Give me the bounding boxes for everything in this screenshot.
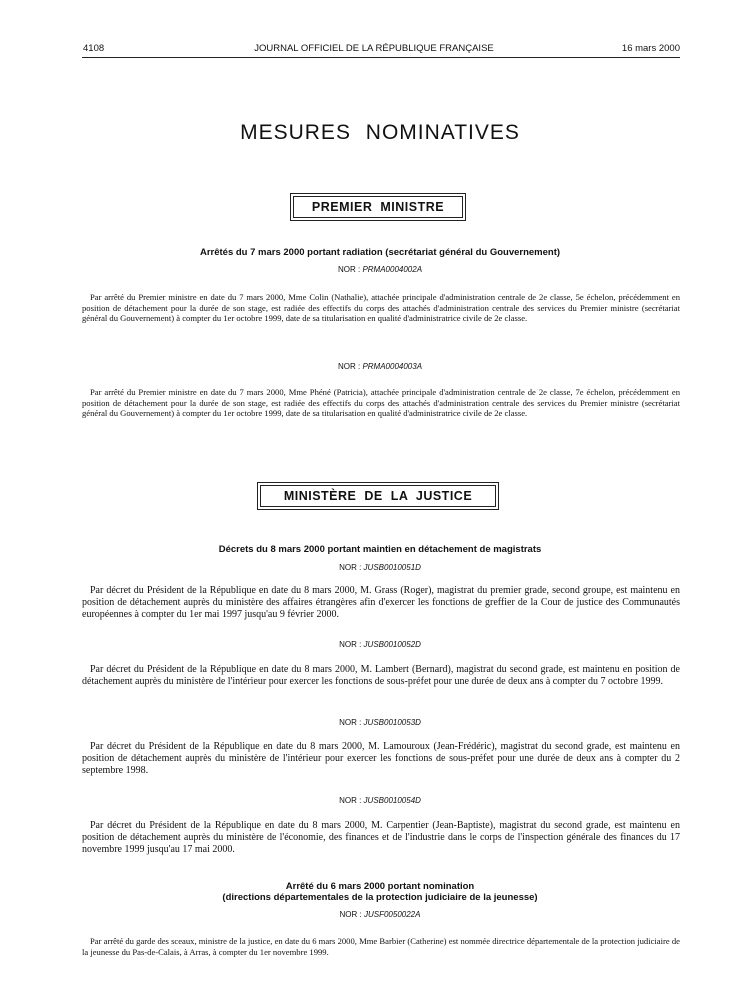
nor-reference: [0, 265, 748, 274]
nor-label: NOR :: [339, 563, 362, 572]
section-title-arretes-radiation: Arrêtés du 7 mars 2000 portant radiation (secrétariat général du Gouvernement): [199, 247, 561, 258]
header-rule: [82, 57, 680, 58]
section-title-decrets-detachement: Décrets du 8 mars 2000 portant maintien en détachement de magistrats: [218, 544, 542, 555]
nor-label: NOR :: [339, 640, 362, 649]
entry-paragraph: Par arrêté du Premier ministre en date du 7 mars 2000, Mme Colin (Nathalie), attachée principale d'administration centrale de 2e classe, 5e échelon, précédemment en position de détachement pour la durée de son stage, est radiée des effectifs du corps des attachés d'administration centrale des services du Premier ministre (secrétariat général du Gouvernement) à compter du 1er octobre 1999, date de sa titularisation en qualité d'administratrice civile de 2e classe.: [82, 292, 680, 323]
nor-reference: [0, 910, 748, 919]
section-heading-ministere-justice: MINISTÈRE DE LA JUSTICE: [260, 485, 496, 507]
nor-label: NOR :: [337, 362, 361, 371]
subsection-title-arrete-nomination: [0, 881, 748, 903]
nor-code: JUSB0010051D: [363, 563, 421, 572]
nor-code: JUSB0010052D: [363, 640, 421, 649]
entry-paragraph: Par décret du Président de la République en date du 8 mars 2000, M. Carpentier (Jean-Baptiste), magistrat du second grade, est maintenu en position de détachement auprès du ministère de l'économie, des finances et de l'industrie dans le corps de l'inspection générale des finances du 17 novembre 1999 jusqu'au 17 mai 2000.: [82, 820, 680, 855]
nor-reference: [0, 640, 748, 649]
nor-code: JUSF0050022A: [363, 910, 421, 919]
nor-reference: [0, 563, 748, 572]
nor-reference: [0, 718, 748, 727]
nor-label: NOR :: [339, 796, 362, 805]
nor-reference: [0, 796, 748, 805]
entry-paragraph: Par décret du Président de la République en date du 8 mars 2000, M. Grass (Roger), magistrat du premier grade, second groupe, est maintenu en position de détachement auprès du ministère des affaires étrangères afin d'exercer les fonctions de greffier de la Cour de justice des Communautés européennes à compter du 1er mai 1997 jusqu'au 9 février 2000.: [82, 585, 680, 620]
subsection-title-line1: Arrêté du 6 mars 2000 portant nomination: [285, 881, 475, 892]
journal-title: JOURNAL OFFICIEL DE LA RÉPUBLIQUE FRANÇAISE: [254, 43, 494, 54]
nor-label: NOR :: [337, 265, 361, 274]
entry-paragraph: Par décret du Président de la République en date du 8 mars 2000, M. Lamouroux (Jean-Frédéric), magistrat du second grade, est maintenu en position de détachement auprès du ministère de l'intérieur pour exercer les fonctions de sous-préfet pour une durée de deux ans à compter du 2 septembre 1998.: [82, 741, 680, 776]
running-header: [0, 43, 748, 57]
nor-code: JUSB0010054D: [363, 796, 421, 805]
page-title: MESURES NOMINATIVES: [240, 121, 520, 144]
entry-paragraph: Par décret du Président de la République en date du 8 mars 2000, M. Lambert (Bernard), magistrat du second grade, est maintenu en position de détachement auprès du ministère de l'intérieur pour exercer les fonctions de sous-préfet pour une durée de deux ans à compter du 7 octobre 1999.: [82, 664, 680, 687]
entry-paragraph: Par arrêté du Premier ministre en date du 7 mars 2000, Mme Phéné (Patricia), attachée principale d'administration centrale de 2e classe, 7e échelon, précédemment en position de détachement pour la durée de son stage, est radiée des effectifs du corps des attachés d'administration centrale des services du Premier ministre (secrétariat général du Gouvernement) à compter du 1er octobre 1999, date de sa titularisation en qualité d'administratrice civile de 2e classe.: [82, 387, 680, 418]
issue-date: 16 mars 2000: [621, 43, 680, 54]
nor-label: NOR :: [339, 718, 362, 727]
section-heading-premier-ministre: PREMIER MINISTRE: [293, 196, 463, 218]
nor-reference: [0, 362, 748, 371]
nor-label: NOR :: [339, 910, 362, 919]
nor-code: PRMA0004002A: [362, 265, 423, 274]
page-number: 4108: [83, 43, 105, 54]
entry-paragraph: Par arrêté du garde des sceaux, ministre de la justice, en date du 6 mars 2000, Mme Barbier (Catherine) est nommée directrice départementale de la protection judiciaire de la jeunesse du Pas-de-Calais, à Arras, à compter du 1er novembre 1999.: [82, 936, 680, 957]
nor-code: PRMA0004003A: [362, 362, 423, 371]
nor-code: JUSB0010053D: [363, 718, 421, 727]
subsection-title-line2: (directions départementales de la protection judiciaire de la jeunesse): [222, 892, 538, 903]
